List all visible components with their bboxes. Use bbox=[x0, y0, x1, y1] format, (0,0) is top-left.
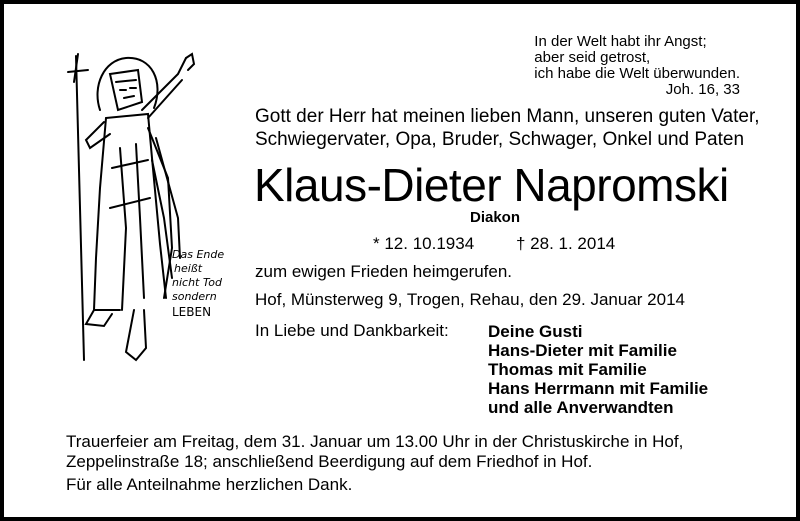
mourner-item: Thomas mit Familie bbox=[488, 360, 647, 379]
christ-figure-illustration bbox=[60, 48, 225, 368]
verse-line-3: ich habe die Welt überwunden. bbox=[534, 65, 740, 82]
mourner-item: Hans-Dieter mit Familie bbox=[488, 341, 677, 360]
funeral-line-1: Trauerfeier am Freitag, dem 31. Januar um 13.00 Uhr in der Christuskirche in Hof, bbox=[66, 432, 684, 451]
funeral-line-2: Zeppelinstraße 18; anschließend Beerdigung auf dem Friedhof in Hof. bbox=[66, 452, 593, 471]
bible-verse bbox=[534, 34, 740, 98]
mourners-list bbox=[488, 322, 708, 417]
verse-reference: Joh. 16, 33 bbox=[665, 81, 740, 98]
verse-line-1: In der Welt habt ihr Angst; bbox=[534, 33, 707, 50]
deceased-title: Diakon bbox=[470, 209, 521, 226]
verse-line-2: aber seid getrost, bbox=[534, 49, 651, 66]
mourner-item: Deine Gusti bbox=[488, 322, 583, 341]
funeral-details bbox=[66, 432, 683, 472]
inscription-line-4: sondern bbox=[172, 290, 217, 303]
thanks-text: Für alle Anteilnahme herzlichen Dank. bbox=[66, 475, 353, 494]
intro-text bbox=[255, 105, 760, 151]
inscription-line-1: Das Ende bbox=[172, 248, 225, 261]
deceased-name: Klaus-Dieter Napromski bbox=[254, 159, 729, 211]
place-and-date: Hof, Münsterweg 9, Trogen, Rehau, den 29. Januar 2014 bbox=[255, 290, 685, 309]
mourner-item: Hans Herrmann mit Familie bbox=[488, 379, 709, 398]
intro-line-1: Gott der Herr hat meinen lieben Mann, unseren guten Vater, bbox=[255, 106, 760, 127]
intro-line-2: Schwiegervater, Opa, Bruder, Schwager, Onkel und Paten bbox=[255, 129, 745, 150]
inscription-line-5: LEBEN bbox=[172, 305, 212, 319]
inscription-line-3: nicht Tod bbox=[172, 276, 222, 289]
death-date: † 28. 1. 2014 bbox=[516, 234, 616, 253]
called-home-text: zum ewigen Frieden heimgerufen. bbox=[255, 262, 513, 281]
love-label: In Liebe und Dankbarkeit: bbox=[255, 321, 449, 340]
inscription-line-2: heißt bbox=[174, 262, 203, 275]
mourner-item: und alle Anverwandten bbox=[488, 398, 674, 417]
birth-date: * 12. 10.1934 bbox=[373, 234, 475, 253]
